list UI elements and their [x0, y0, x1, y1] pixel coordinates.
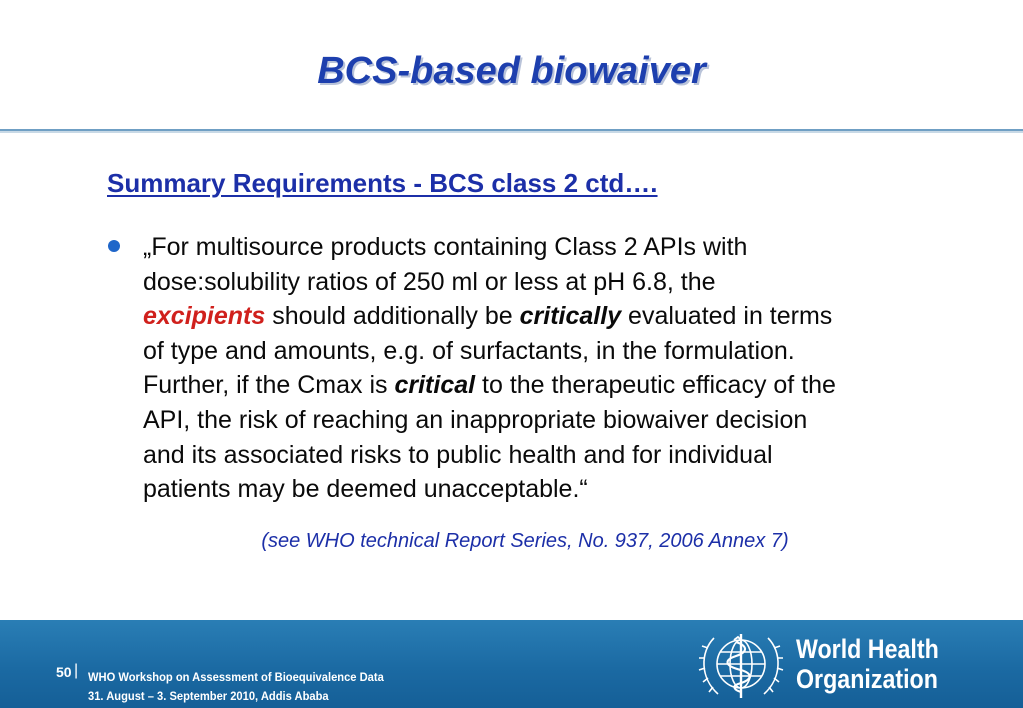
organization-name-line-2: Organization [796, 664, 938, 694]
page-number: 50 [56, 664, 72, 680]
quote-line-2: dose:solubility ratios of 250 ml or less at pH 6.8, the [143, 267, 716, 296]
quote-line-1: „For multisource products containing Class 2 APIs with [143, 233, 748, 261]
who-emblem-icon [694, 626, 788, 704]
reference-citation: (see WHO technical Report Series, No. 937, 2006 Annex 7) [261, 530, 789, 552]
emphasis-critically: critically [519, 302, 622, 331]
page-separator: | [74, 662, 79, 679]
slide-title: BCS-based biowaiver [317, 50, 706, 92]
emphasis-critical: critical [394, 371, 476, 400]
quote-line-4: of type and amounts, e.g. of surfactants, in the formulation. [143, 336, 795, 365]
quote-line-5-end: to the therapeutic efficacy of the [475, 371, 836, 400]
quote-line-3-end: evaluated in terms [621, 302, 833, 331]
footer-bar [0, 620, 1023, 708]
quote-paragraph [143, 230, 963, 507]
slide-subtitle: Summary Requirements - BCS class 2 ctd…. [107, 168, 658, 198]
emphasis-excipients: excipients [143, 302, 266, 331]
quote-line-5-start: Further, if the Cmax is [143, 371, 395, 400]
title-divider [0, 129, 1023, 133]
event-dates: 31. August – 3. September 2010, Addis Ababa [88, 689, 329, 703]
event-info [88, 668, 384, 706]
quote-line-6: API, the risk of reaching an inappropriate biowaiver decision [143, 405, 808, 434]
quote-line-7: and its associated risks to public health and for individual [143, 440, 773, 469]
event-title: WHO Workshop on Assessment of Bioequivalence Data [88, 670, 384, 684]
organization-name-line-1: World Health [796, 634, 939, 664]
quote-line-3-mid: should additionally be [265, 302, 520, 331]
organization-name [796, 634, 939, 694]
quote-line-8: patients may be deemed unacceptable.“ [143, 475, 588, 504]
circle-bullet-icon [108, 240, 120, 252]
quote-line-3 [143, 299, 963, 334]
quote-line-5 [143, 368, 963, 403]
